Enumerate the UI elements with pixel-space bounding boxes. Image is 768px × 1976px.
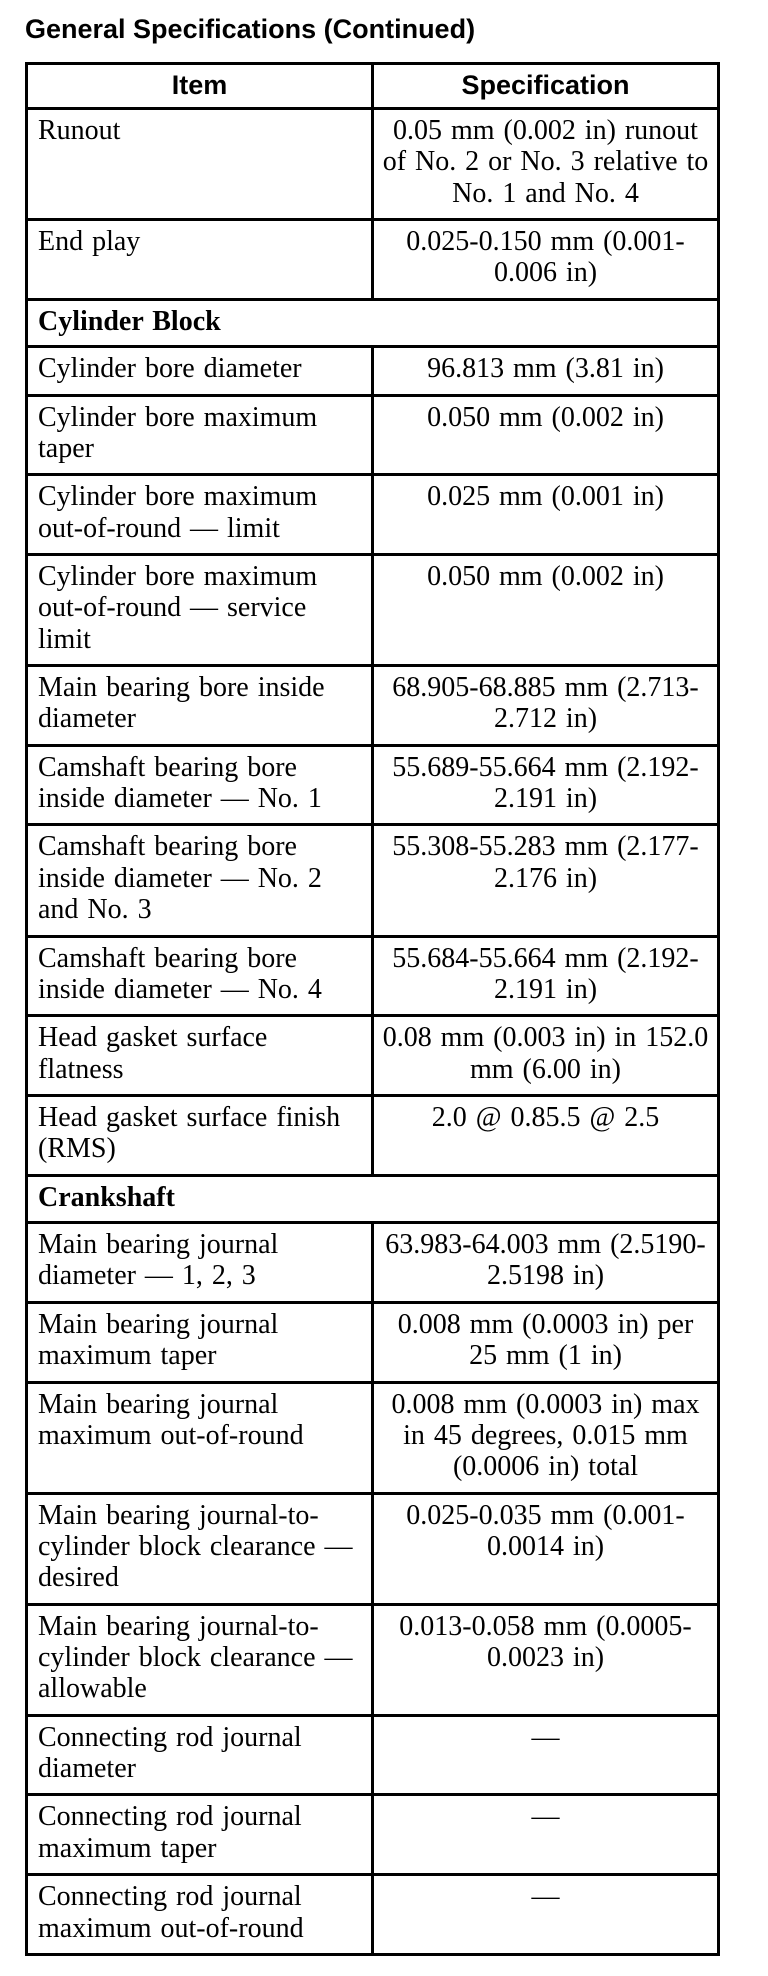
table-row	[27, 1223, 719, 1303]
specification-cell: —	[373, 1875, 719, 1955]
specification-cell: 2.0 @ 0.85.5 @ 2.5	[373, 1095, 719, 1175]
item-cell: Main bearing journal-to-cylinder block clearance — allowable	[27, 1604, 373, 1715]
item-cell: Connecting rod journal maximum out-of-round	[27, 1875, 373, 1955]
table-row	[27, 936, 719, 1016]
specification-cell: 0.025-0.150 mm (0.001-0.006 in)	[373, 220, 719, 300]
item-cell: Camshaft bearing bore inside diameter — No. 4	[27, 936, 373, 1016]
item-cell: Main bearing journal diameter — 1, 2, 3	[27, 1223, 373, 1303]
section-header-row	[27, 1175, 719, 1222]
table-row	[27, 109, 719, 220]
item-cell: Connecting rod journal maximum taper	[27, 1795, 373, 1875]
table-row	[27, 554, 719, 665]
item-cell: Cylinder bore maximum out-of-round — service limit	[27, 554, 373, 665]
section-header-label: Cylinder Block	[27, 299, 719, 346]
specification-cell: 55.684-55.664 mm (2.192-2.191 in)	[373, 936, 719, 1016]
table-row	[27, 347, 719, 395]
table-row	[27, 1715, 719, 1795]
item-cell: Head gasket surface finish (RMS)	[27, 1095, 373, 1175]
table-row	[27, 1875, 719, 1955]
item-cell: Main bearing journal maximum out-of-round	[27, 1382, 373, 1493]
item-cell: Camshaft bearing bore inside diameter — No. 2 and No. 3	[27, 825, 373, 936]
specification-cell: 0.008 mm (0.0003 in) max in 45 degrees, 0.015 mm (0.0006 in) total	[373, 1382, 719, 1493]
specification-cell: —	[373, 1795, 719, 1875]
table-row	[27, 220, 719, 300]
table-row	[27, 1795, 719, 1875]
table-row	[27, 1604, 719, 1715]
specification-cell: 63.983-64.003 mm (2.5190-2.5198 in)	[373, 1223, 719, 1303]
item-cell: End play	[27, 220, 373, 300]
item-cell: Main bearing journal-to-cylinder block clearance — desired	[27, 1493, 373, 1604]
table-row	[27, 475, 719, 555]
specification-cell: 0.05 mm (0.002 in) runout of No. 2 or No. 3 relative to No. 1 and No. 4	[373, 109, 719, 220]
specification-cell: 0.008 mm (0.0003 in) per 25 mm (1 in)	[373, 1302, 719, 1382]
item-cell: Camshaft bearing bore inside diameter — No. 1	[27, 745, 373, 825]
page-title: General Specifications (Continued)	[25, 14, 476, 44]
table-row	[27, 1493, 719, 1604]
item-cell: Main bearing bore inside diameter	[27, 666, 373, 746]
specification-cell: 0.050 mm (0.002 in)	[373, 554, 719, 665]
table-row	[27, 1302, 719, 1382]
table-row	[27, 666, 719, 746]
table-body	[27, 109, 719, 1955]
specification-cell: 0.08 mm (0.003 in) in 152.0 mm (6.00 in)	[373, 1016, 719, 1096]
table-row	[27, 1382, 719, 1493]
item-cell: Main bearing journal maximum taper	[27, 1302, 373, 1382]
table-row	[27, 395, 719, 475]
item-cell: Runout	[27, 109, 373, 220]
table-row	[27, 1095, 719, 1175]
item-cell: Head gasket surface flatness	[27, 1016, 373, 1096]
item-cell: Cylinder bore maximum out-of-round — limit	[27, 475, 373, 555]
specification-cell: 0.025 mm (0.001 in)	[373, 475, 719, 555]
item-cell: Cylinder bore diameter	[27, 347, 373, 395]
specification-cell: 0.050 mm (0.002 in)	[373, 395, 719, 475]
specification-cell: 68.905-68.885 mm (2.713-2.712 in)	[373, 666, 719, 746]
item-cell: Cylinder bore maximum taper	[27, 395, 373, 475]
section-header-row	[27, 299, 719, 346]
item-cell: Connecting rod journal diameter	[27, 1715, 373, 1795]
table-header-row	[27, 64, 719, 109]
specification-cell: —	[373, 1715, 719, 1795]
table-row	[27, 745, 719, 825]
table-row	[27, 825, 719, 936]
general-specifications-table	[25, 62, 720, 1956]
specification-cell: 55.308-55.283 mm (2.177-2.176 in)	[373, 825, 719, 936]
specification-cell: 55.689-55.664 mm (2.192-2.191 in)	[373, 745, 719, 825]
column-header-item: Item	[27, 64, 373, 109]
specification-cell: 0.013-0.058 mm (0.0005-0.0023 in)	[373, 1604, 719, 1715]
section-header-label: Crankshaft	[27, 1175, 719, 1222]
column-header-specification: Specification	[373, 64, 719, 109]
specification-cell: 0.025-0.035 mm (0.001-0.0014 in)	[373, 1493, 719, 1604]
table-row	[27, 1016, 719, 1096]
specification-cell: 96.813 mm (3.81 in)	[373, 347, 719, 395]
